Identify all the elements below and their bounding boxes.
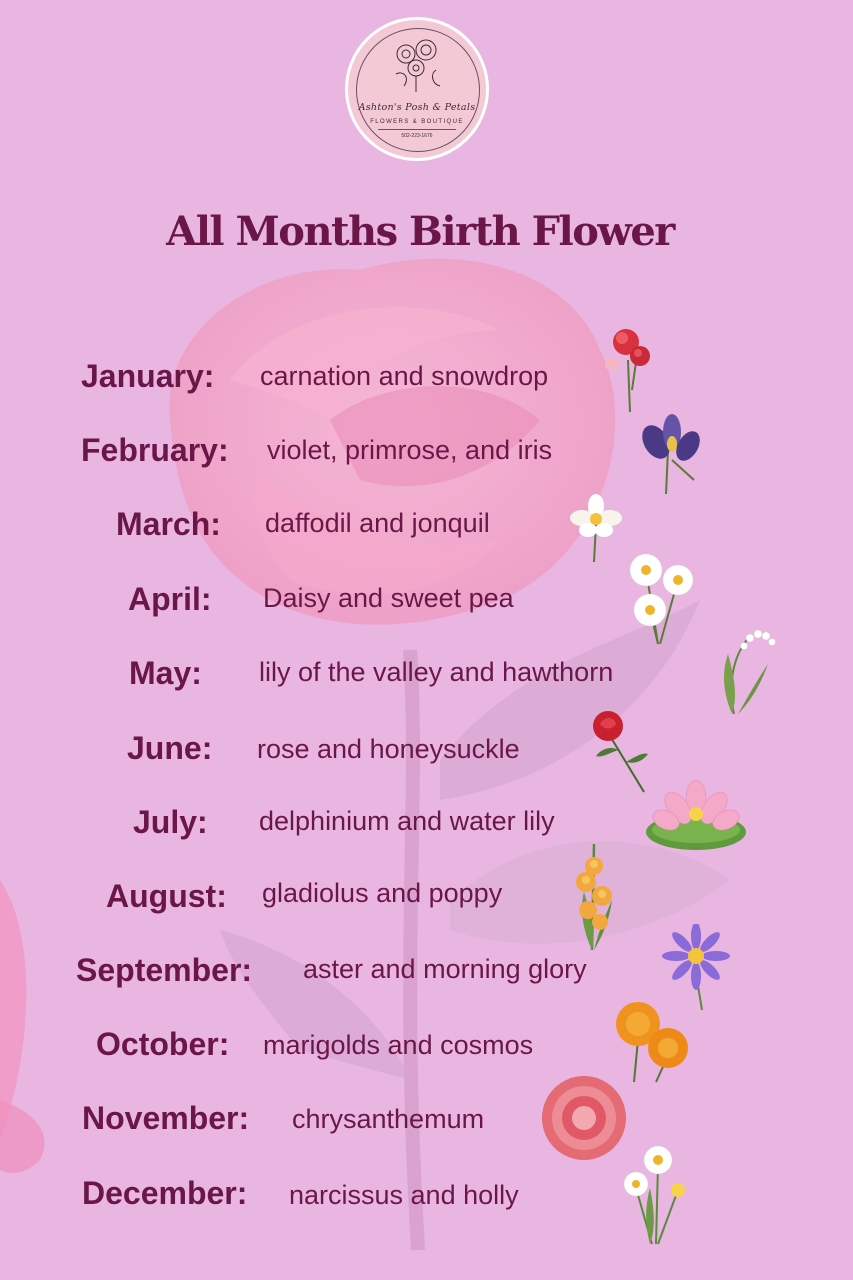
month-label-may: May: [129,655,202,691]
month-label-september: September: [76,952,253,988]
month-label-february: February: [81,432,229,468]
lily-of-the-valley-icon [720,626,780,716]
flowers-may: lily of the valley and hawthorn [259,657,614,687]
month-label-november: November: [82,1100,250,1136]
flowers-february: violet, primrose, and iris [267,435,553,465]
floral-bouquet-icon [386,34,448,94]
brand-logo [345,17,489,161]
flowers-december: narcissus and holly [289,1180,519,1210]
month-label-october: October: [96,1026,230,1062]
flowers-july: delphinium and water lily [259,806,555,836]
logo-tagline: FLOWERS & BOUTIQUE [370,119,464,125]
water-lily-icon [644,776,750,854]
page-title: All Months Birth Flower [166,208,674,255]
narcissus-icon [616,1142,694,1246]
flowers-november: chrysanthemum [292,1104,485,1134]
flowers-march: daffodil and jonquil [265,508,490,538]
daisy-icon [620,548,700,646]
logo-divider [378,129,456,130]
month-label-august: August: [106,878,227,914]
flowers-january: carnation and snowdrop [260,361,549,391]
month-label-july: July: [133,804,208,840]
flowers-september: aster and morning glory [303,954,587,984]
month-label-april: April: [128,581,212,617]
flowers-april: Daisy and sweet pea [263,583,514,613]
month-label-january: January: [81,358,215,394]
rose-icon [586,706,650,796]
logo-phone: 502-223-1676 [401,133,433,139]
iris-icon [632,410,704,495]
flowers-august: gladiolus and poppy [262,878,503,908]
aster-icon [660,924,732,1012]
month-label-june: June: [127,730,213,766]
month-label-march: March: [116,506,221,542]
flowers-june: rose and honeysuckle [257,734,520,764]
month-label-december: December: [82,1175,248,1211]
carnation-icon [598,320,658,415]
daffodil-icon [566,494,626,564]
logo-brand-script: Ashton's Posh & Petals [358,102,476,113]
gladiolus-icon [566,838,618,952]
flowers-october: marigolds and cosmos [263,1030,534,1060]
